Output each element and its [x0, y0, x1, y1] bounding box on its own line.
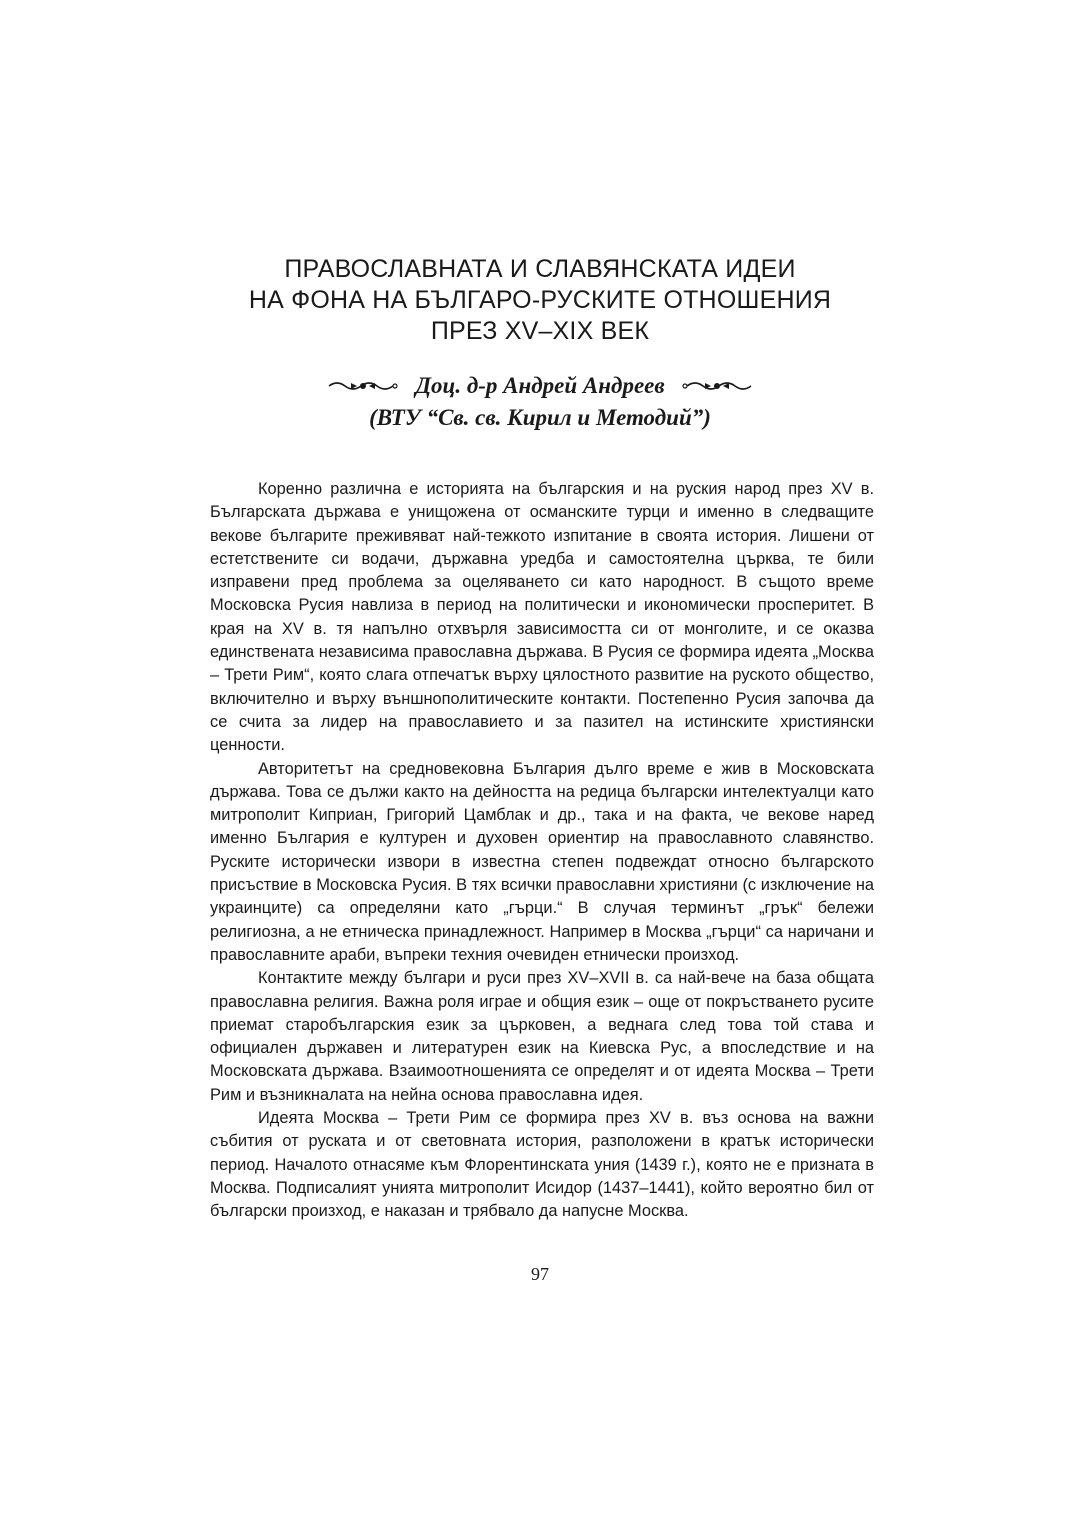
author-name: Доц. д-р Андрей Андреев	[415, 373, 665, 398]
article-title	[0, 254, 1080, 347]
ornament-right-icon	[681, 377, 753, 395]
title-line: НА ФОНА НА БЪЛГАРО-РУСКИТЕ ОТНОШЕНИЯ	[248, 286, 832, 314]
article-body	[210, 478, 874, 1224]
author-line	[0, 370, 1080, 402]
paragraph: Контактите между българи и руси през XV–XVII в. са най-вече на база общата православна религия. Важна роля играе и общия език – още от покръстването русите приемат старобългарския език за църковен, а веднага след това той става и официален държавен и литературен език на Киевска Рус, а впоследствие и на Московската държава. Взаимоотношенията се определят и от идеята Москва – Трети Рим и възникналата на нейна основа православна идея.	[210, 969, 874, 1104]
ornament-left-icon	[327, 377, 399, 395]
author-block	[0, 370, 1080, 434]
page-number: 97	[531, 1264, 549, 1284]
paragraph: Идеята Москва – Трети Рим се формира през XV в. въз основа на важни събития от руската и от световната история, разположени в кратък исторически период. Началото отнасяме към Флорентинската уния (1439 г.), която не е призната в Москва. Подписалият унията митрополит Исидор (1437–1441), който вероятно бил от български произход, е наказан и трябвало да напусне Москва.	[210, 1109, 874, 1221]
title-line: ПРАВОСЛАВНАТА И СЛАВЯНСКАТА ИДЕИ	[284, 255, 796, 283]
paragraph: Коренно различна е историята на българския и на руския народ през XV в. Българската държава е унищожена от османските турци и именно в следващите векове българите преживяват най-тежкото изпитание в своята история. Лишени от естетствените си водачи, държавна уредба и самостоятелна църква, те били изправени пред проблема за оцеляването си като народност. В същото време Московска Русия навлиза в период на политически и икономически просперитет. В края на XV в. тя напълно отхвърля зависимостта си от монголите, и се оказва единствената независима православна държава. В Русия се формира идеята „Москва – Трети Рим“, която слага отпечатък върху цялостното развитие на руското общество, включително и върху външнополитическите контакти. Постепенно Русия започва да се счита за лидер на православието и за пазител на истинските християнски ценности.	[210, 480, 874, 755]
title-line: ПРЕЗ XV–XIX ВЕК	[430, 317, 650, 345]
paragraph: Авторитетът на средновековна България дълго време е жив в Московската държава. Това се дължи както на дейността на редица български интелектуалци като митрополит Киприан, Григорий Цамблак и др., така и на факта, че векове наред именно България е културен и духовен ориентир на православното славянство. Руските исторически извори в известна степен подвеждат относно българското присъствие в Московска Русия. В тях всички православни християни (с изключение на украинците) са определяни като „гърци.“ В случая терминът „грък“ бележи религиозна, а не етническа принадлежност. Например в Москва „гърци“ са наричани и православните араби, въпреки техния очевиден етнически произход.	[210, 759, 874, 964]
author-affiliation: (ВТУ “Св. св. Кирил и Методий”)	[369, 405, 711, 430]
